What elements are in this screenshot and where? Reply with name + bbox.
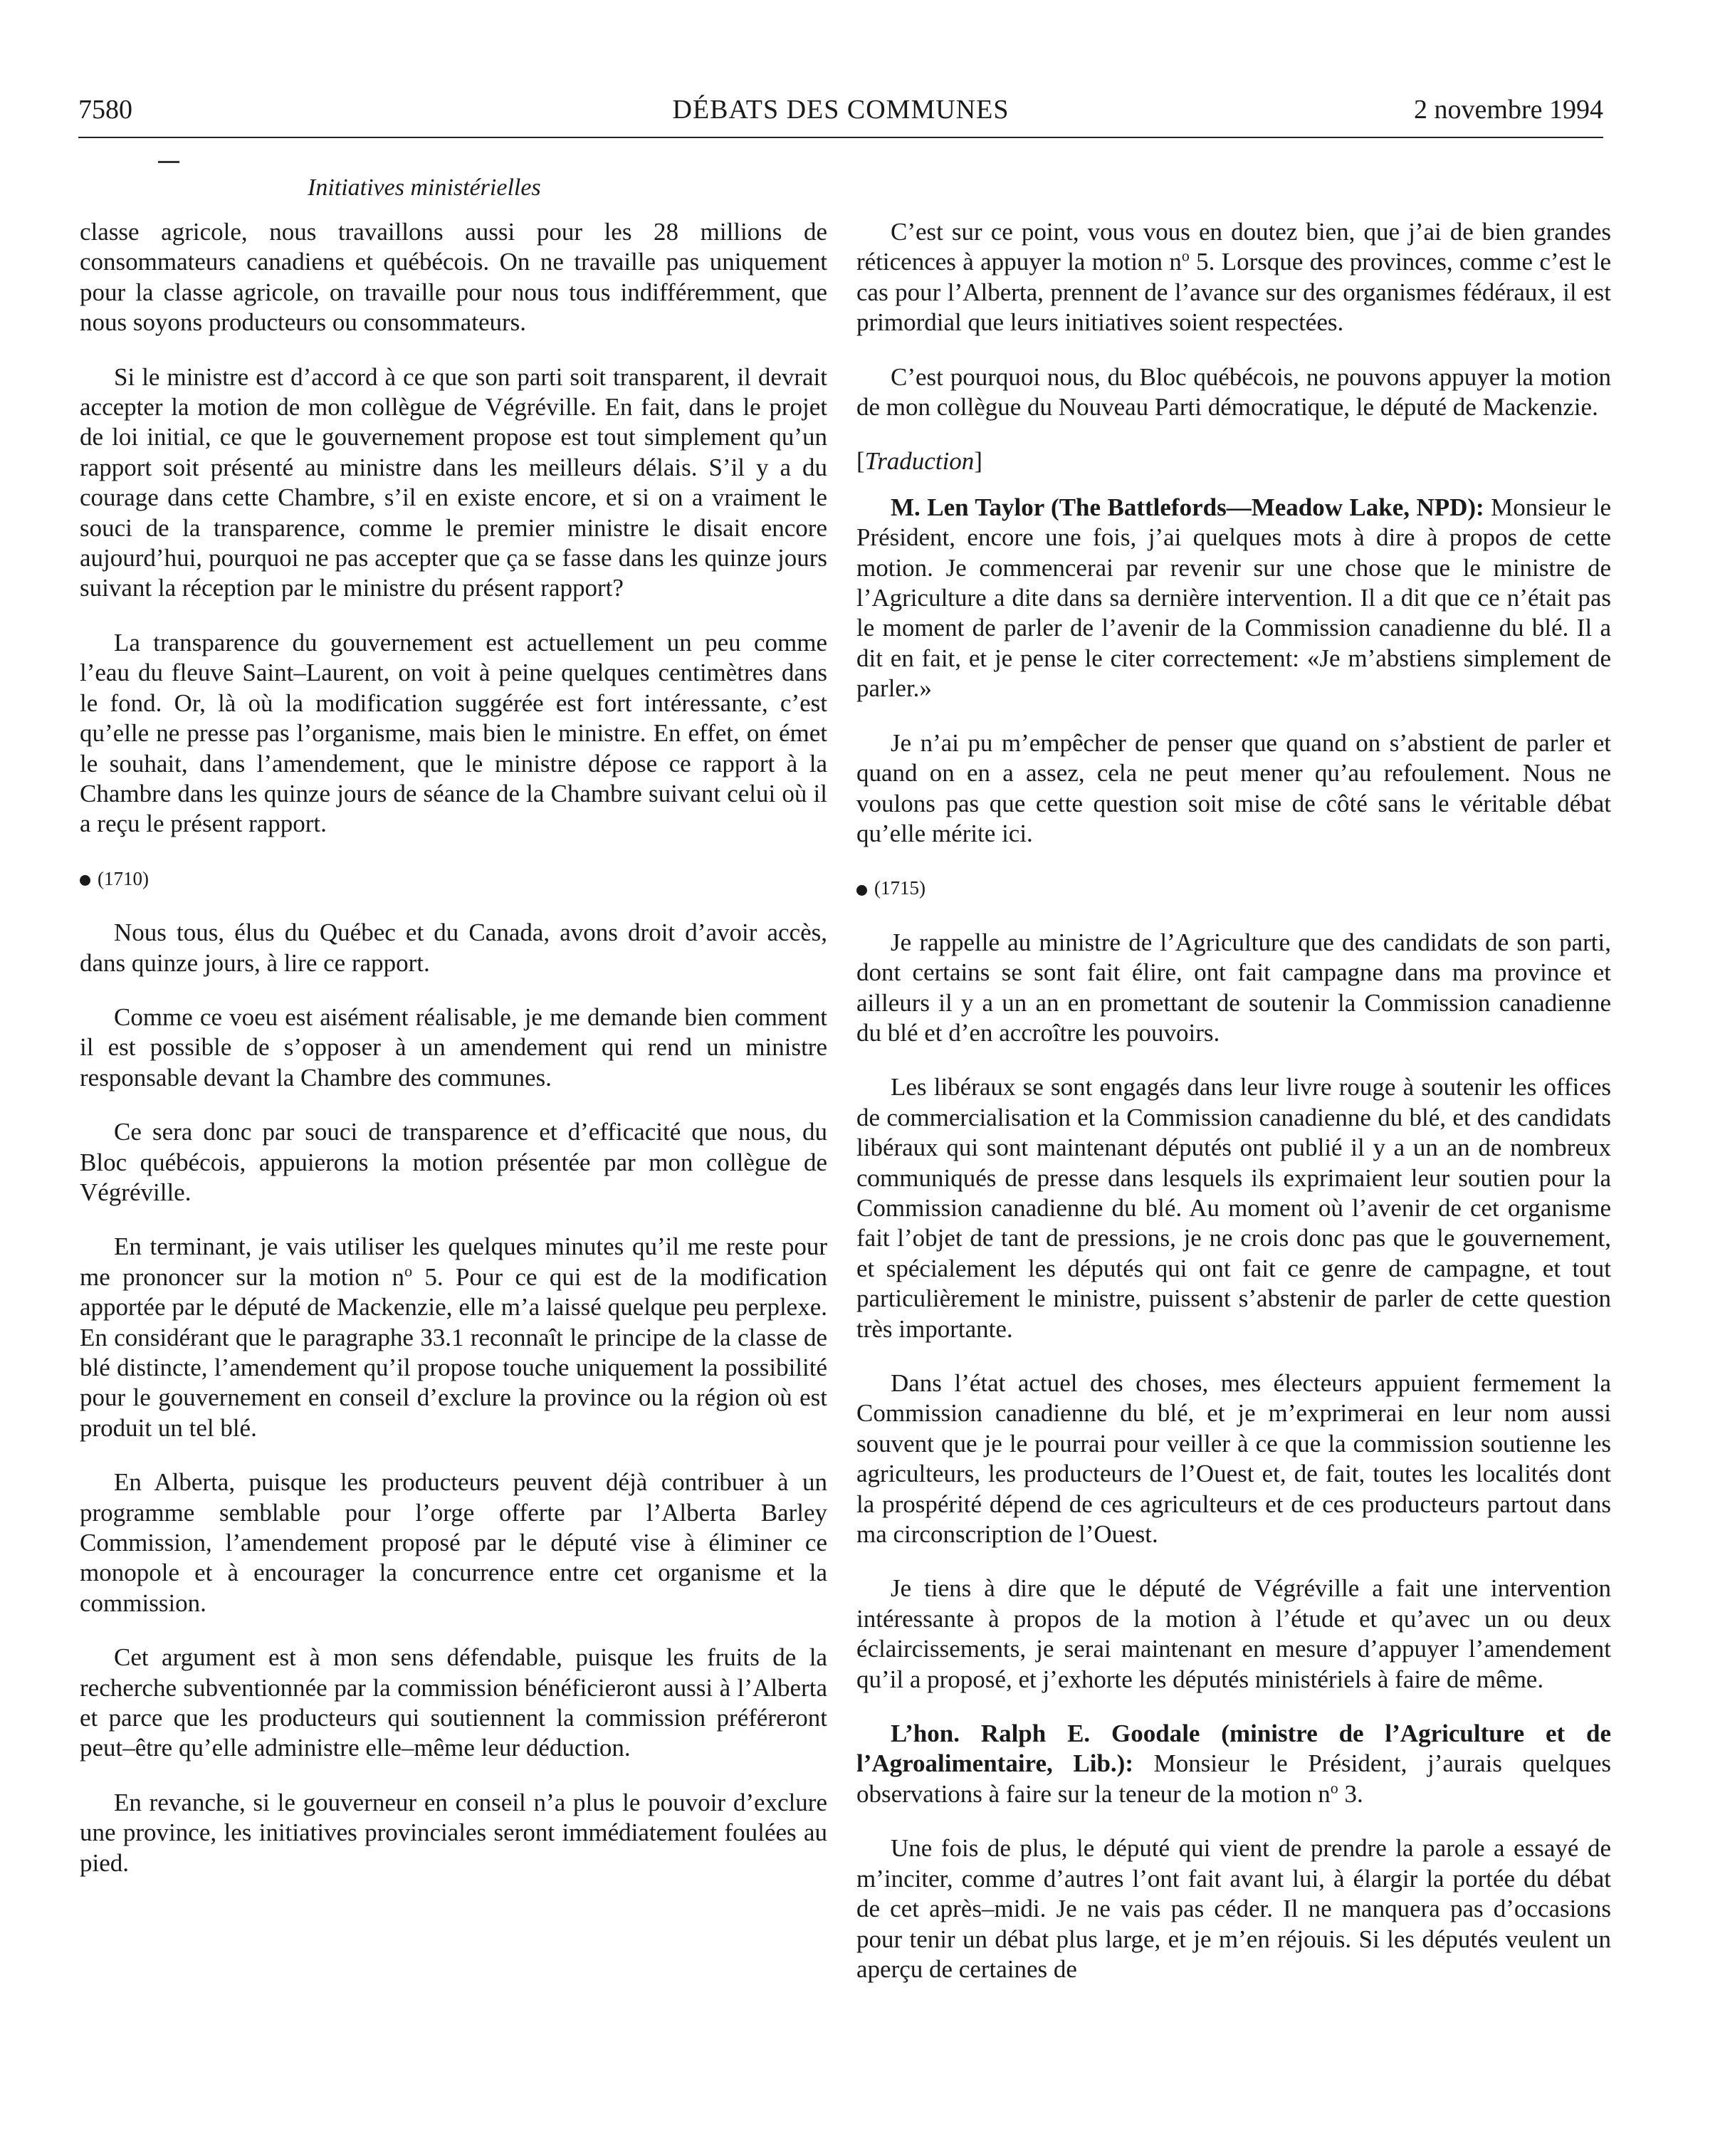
speech <box>856 1719 1611 1809</box>
paragraph <box>80 1232 827 1443</box>
text-run: 5. Lorsque des provinces, comme c’est le cas pour l’Alberta, prennent de l’avance sur des organismes fédéraux, il est primordial que leurs initiatives soient respectées. <box>856 248 1612 337</box>
header-rule <box>78 137 1603 138</box>
speaker-name: L’hon. Ralph E. Goodale (ministre de l’Agriculture et de l’Agroalimentaire, Lib.): <box>856 1720 1611 1778</box>
bullet-icon <box>856 885 867 896</box>
speech-text: Monsieur le Président, encore une fois, j’ai quelques mots à dire à propos de cette motion. Je commencerai par revenir sur une chose que le ministre de l’Agriculture a dite dans sa dernière intervention. Il a dit que ce n’était pas le moment de parler de l’avenir de la Commission canadienne du blé. Il a dit en fait, et je pense le citer correctement: «Je m’abstiens simplement de parler.» <box>856 493 1612 703</box>
right-column <box>856 217 1611 2009</box>
time-marker <box>856 873 1611 903</box>
paragraph: Nous tous, élus du Québec et du Canada, avons droit d’avoir accès, dans quinze jours, à lire ce rapport. <box>80 919 827 977</box>
paragraph: Cet argument est à mon sens défendable, puisque les fruits de la recherche subventionnée par la commission bénéficieront aussi à l’Alberta et parce que les producteurs qui soutiennent la commission préféreront peut–être qu’elle administre elle–même leur déduction. <box>80 1643 827 1762</box>
paragraph: classe agricole, nous travaillons aussi pour les 28 millions de consommateurs canadiens et québécois. On ne travaille pas uniquement pour la classe agricole, on travaille pour nous tous indifféremment, que nous soyons producteurs ou consommateurs. <box>80 218 827 337</box>
speaker-name: M. Len Taylor (The Battlefords—Meadow Lake, NPD): <box>891 493 1484 521</box>
time-marker-label: (1715) <box>874 877 925 899</box>
translation-tag-label: Traduction <box>864 447 975 476</box>
left-column <box>80 217 827 1903</box>
paragraph: En Alberta, puisque les producteurs peuvent déjà contribuer à un programme semblable pour l’orge offerte par l’Alberta Barley Commission, l’amendement proposé par le député vise à éliminer ce monopole et à encourager la concurrence entre cet organisme et la commission. <box>80 1468 827 1617</box>
paragraph <box>856 217 1611 338</box>
paragraph: Comme ce voeu est aisément réalisable, je me demande bien comment il est possible de s’opposer à un amendement qui rend un ministre responsable devant la Chambre des communes. <box>80 1003 827 1092</box>
section-heading: Initiatives ministérielles <box>308 174 541 201</box>
paragraph: La transparence du gouvernement est actuellement un peu comme l’eau du fleuve Saint–Laurent, on voit à peine quelques centimètres dans le fond. Or, là où la modification suggérée est fort intéressante, c’est qu’elle ne presse pas l’organisme, mais bien le ministre. En effet, on émet le souhait, dans l’amendement, que le ministre dépose ce rapport à la Chambre dans les quinze jours de séance de la Chambre suivant celui où il a reçu le présent rapport. <box>80 628 827 838</box>
paragraph: Je rappelle au ministre de l’Agriculture que des candidats de son parti, dont certains se sont fait élire, ont fait campagne dans ma province et ailleurs il y a un an en promettant de soutenir la Commission canadienne du blé et d’en accroître les pouvoirs. <box>856 928 1611 1047</box>
translation-tag: [Traduction] <box>856 447 982 476</box>
speech-text: 3. <box>1338 1779 1363 1808</box>
paragraph: C’est pourquoi nous, du Bloc québécois, ne pouvons appuyer la motion de mon collègue du Nouveau Parti démocratique, le député de Mackenzie. <box>856 362 1611 422</box>
paragraph: Je n’ai pu m’empêcher de penser que quand on s’abstient de parler et quand on en a assez, cela ne peut mener qu’au refoulement. Nous ne voulons pas que cette question soit mise de côté sans le véritable débat qu’elle mérite ici. <box>856 728 1611 847</box>
publication-date: 2 novembre 1994 <box>1414 95 1603 125</box>
page-number: 7580 <box>78 95 132 125</box>
page-header <box>78 94 1603 137</box>
speech <box>856 493 1611 704</box>
paragraph: Je tiens à dire que le député de Végréville a fait une intervention intéressante à propos de la motion à l’étude et qu’avec un ou deux éclaircissements, je serai maintenant en mesure d’appuyer l’amendement qu’il a proposé, et j’exhorte les députés ministériels à faire de même. <box>856 1574 1611 1693</box>
superscript: o <box>1181 246 1190 265</box>
paragraph: Une fois de plus, le député qui vient de prendre la parole a essayé de m’inciter, comme d’autres l’ont fait avant lui, à élargir la portée du débat de cet après–midi. Je ne vais pas céder. Il ne manquera pas d’occasions pour tenir un débat plus large, et je m’en réjouis. Si les députés veulent un aperçu de certaines de <box>856 1834 1611 1983</box>
text-run: 5. Pour ce qui est de la modification apportée par le député de Mackenzie, elle m’a laissé quelque peu perplexe. En considérant que le paragraphe 33.1 reconnaît le principe de la classe de blé distincte, l’amendement qu’il propose touche uniquement la possibilité pour le gouvernement en conseil d’exclure la province ou la région où est produit un tel blé. <box>80 1262 827 1442</box>
publication-title: DÉBATS DES COMMUNES <box>672 95 1010 125</box>
paragraph: Ce sera donc par souci de transparence et d’efficacité que nous, du Bloc québécois, appuierons la motion présentée par mon collègue de Végréville. <box>80 1118 827 1206</box>
time-marker-label: (1710) <box>98 867 149 889</box>
speech-text: Monsieur le Président, j’aurais quelques observations à faire sur la teneur de la motion n <box>856 1749 1611 1808</box>
text-run: En terminant, je vais utiliser les quelques minutes qu’il me reste pour me prononcer sur la motion n <box>80 1233 827 1291</box>
superscript: o <box>404 1262 413 1280</box>
bullet-icon <box>80 875 90 886</box>
time-marker <box>80 864 827 894</box>
paragraph: Les libéraux se sont engagés dans leur livre rouge à soutenir les offices de commercialisation et la Commission canadienne du blé, et des candidats libéraux qui sont maintenant députés ont publié il y a un an de nombreux communiqués de presse dans lesquels ils exprimaient leur soutien pour la Commission canadienne du blé. Au moment où l’avenir de cet organisme fait l’objet de tant de pressions, je ne crois donc pas que le gouvernement, et spécialement les députés qui ont fait ce genre de campagne, et tout particulièrement le ministre, puissent s’abstenir de parler de cette question très importante. <box>856 1073 1611 1343</box>
paragraph: En revanche, si le gouverneur en conseil n’a plus le pouvoir d’exclure une province, les initiatives provinciales seront immédiatement foulées au pied. <box>80 1788 827 1877</box>
superscript: o <box>1330 1779 1338 1797</box>
margin-dash <box>158 161 179 163</box>
text-run: C’est sur ce point, vous vous en doutez bien, que j’ai de bien grandes réticences à appuyer la motion n <box>856 218 1611 276</box>
paragraph: Si le ministre est d’accord à ce que son parti soit transparent, il devrait accepter la motion de mon collègue de Végréville. En fait, dans le projet de loi initial, ce que le gouvernement propose est tout simplement qu’un rapport soit présenté au ministre dans les meilleurs délais. S’il y a du courage dans cette Chambre, s’il en existe encore, et si on a vraiment le souci de la transparence, comme le premier ministre le disait encore aujourd’hui, pourquoi ne pas accepter que ça se fasse dans les quinze jours suivant la réception par le ministre du présent rapport? <box>80 362 827 602</box>
paragraph: Dans l’état actuel des choses, mes électeurs appuient fermement la Commission canadienne du blé, et je m’exprimerai en leur nom aussi souvent que je le pourrai pour veiller à ce que la commission soutienne les agriculteurs, les producteurs de l’Ouest et, de fait, toutes les localités dont la prospérité dépend de ces agriculteurs et de ces producteurs partout dans ma circonscription de l’Ouest. <box>856 1369 1611 1549</box>
